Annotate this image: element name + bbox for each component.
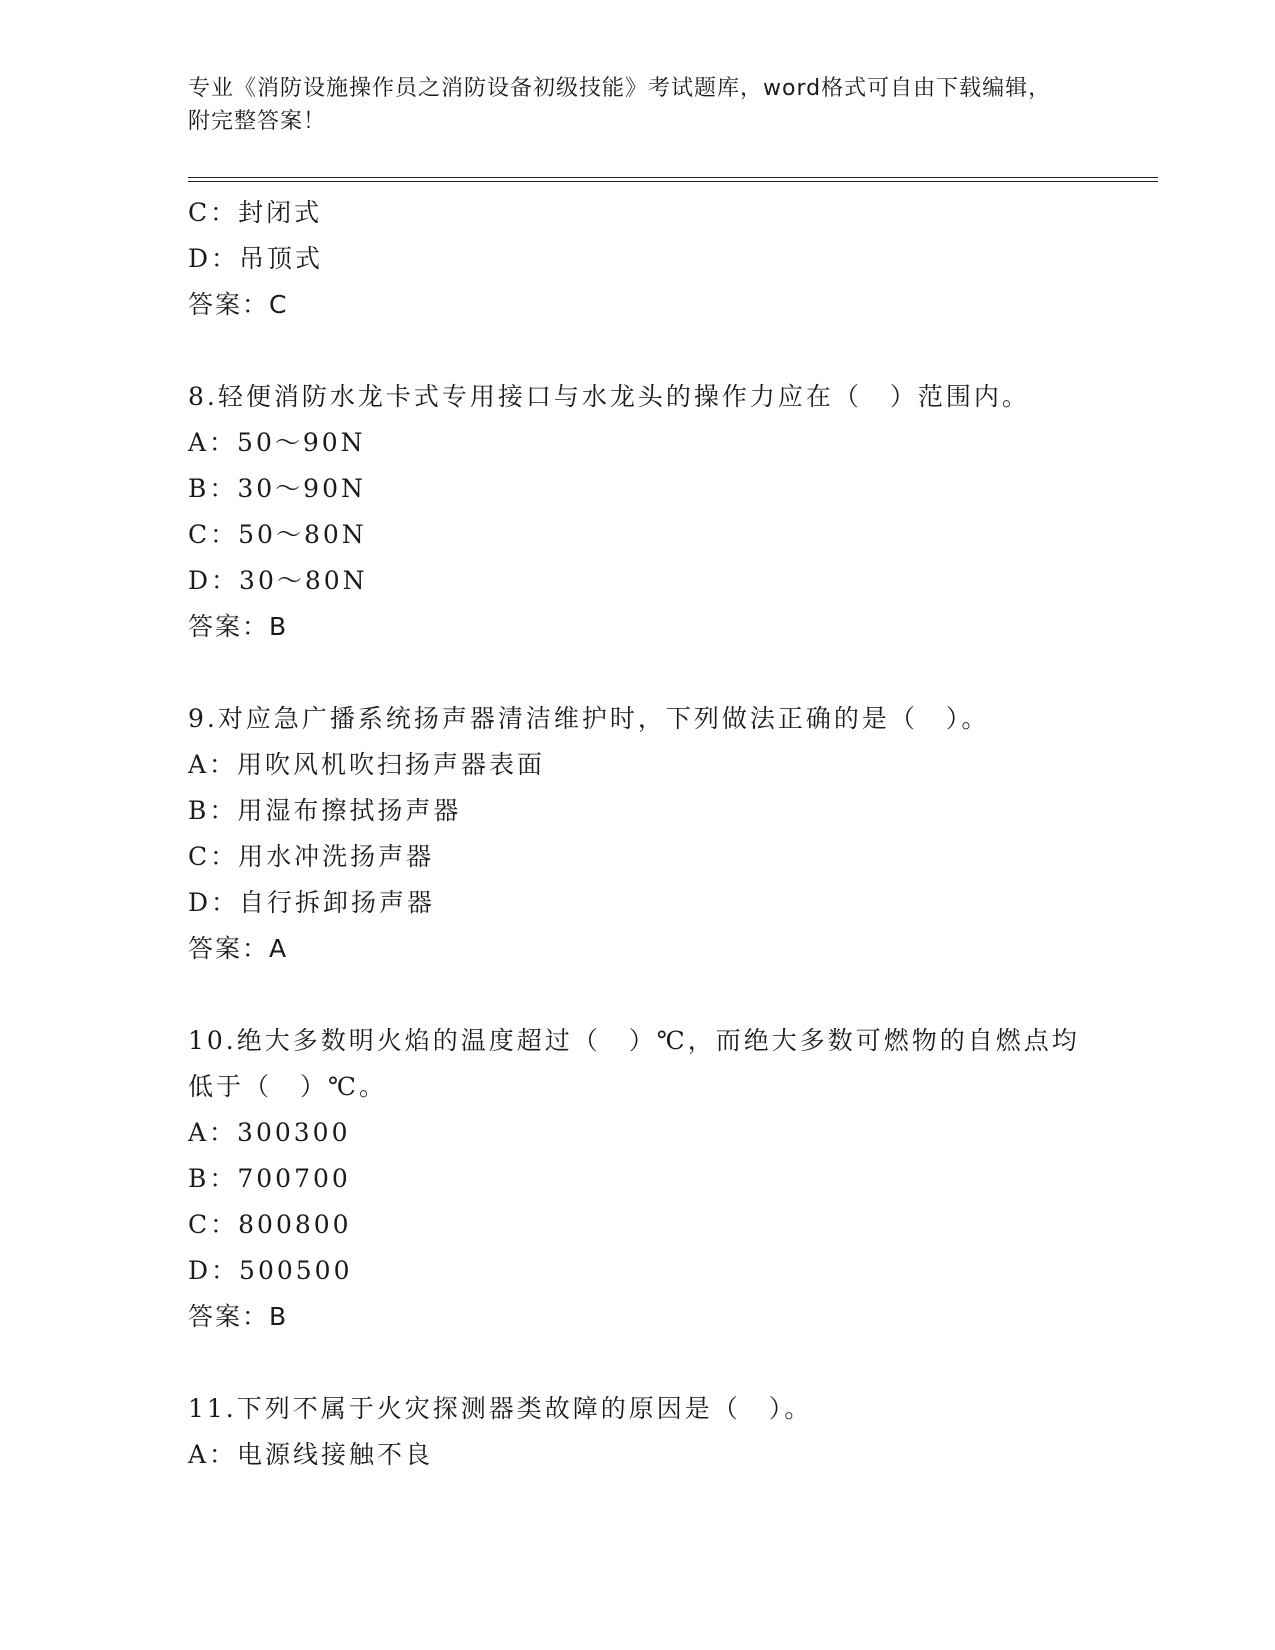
option-c: C：800800 bbox=[188, 1210, 352, 1239]
option-b: B：用湿布擦拭扬声器 bbox=[188, 796, 462, 825]
option-a: A：电源线接触不良 bbox=[188, 1440, 434, 1469]
document-body bbox=[188, 190, 1088, 1478]
spacer bbox=[188, 650, 1088, 696]
document-header: 专业《消防设施操作员之消防设备初级技能》考试题库，word格式可自由下载编辑，附完整答案！ bbox=[188, 76, 1052, 134]
answer: 答案：A bbox=[188, 934, 289, 963]
question-11: 11.下列不属于火灾探测器类故障的原因是（ ）。 bbox=[188, 1394, 813, 1423]
spacer bbox=[188, 972, 1088, 1018]
option-a: A：50～90N bbox=[188, 428, 366, 457]
option-a: A：300300 bbox=[188, 1118, 351, 1147]
option-b: B：700700 bbox=[188, 1164, 351, 1193]
option-c: C：用水冲洗扬声器 bbox=[188, 842, 435, 871]
spacer bbox=[188, 328, 1088, 374]
option-c: C：封闭式 bbox=[188, 198, 323, 227]
option-b: B：30～90N bbox=[188, 474, 366, 503]
option-a: A：用吹风机吹扫扬声器表面 bbox=[188, 750, 546, 779]
header-divider bbox=[188, 177, 1158, 182]
answer: 答案：B bbox=[188, 612, 289, 641]
option-d: D：500500 bbox=[188, 1256, 353, 1285]
answer: 答案：B bbox=[188, 1302, 289, 1331]
answer: 答案：C bbox=[188, 290, 289, 319]
spacer bbox=[188, 1340, 1088, 1386]
question-9: 9.对应急广播系统扬声器清洁维护时，下列做法正确的是（ ）。 bbox=[188, 704, 990, 733]
option-d: D：自行拆卸扬声器 bbox=[188, 888, 436, 917]
option-d: D：30～80N bbox=[188, 566, 368, 595]
question-10: 10.绝大多数明火焰的温度超过（ ）℃，而绝大多数可燃物的自燃点均低于（ ）℃。 bbox=[188, 1026, 1080, 1101]
option-c: C：50～80N bbox=[188, 520, 367, 549]
question-8: 8.轻便消防水龙卡式专用接口与水龙头的操作力应在（ ）范围内。 bbox=[188, 382, 1030, 411]
option-d: D：吊顶式 bbox=[188, 244, 324, 273]
